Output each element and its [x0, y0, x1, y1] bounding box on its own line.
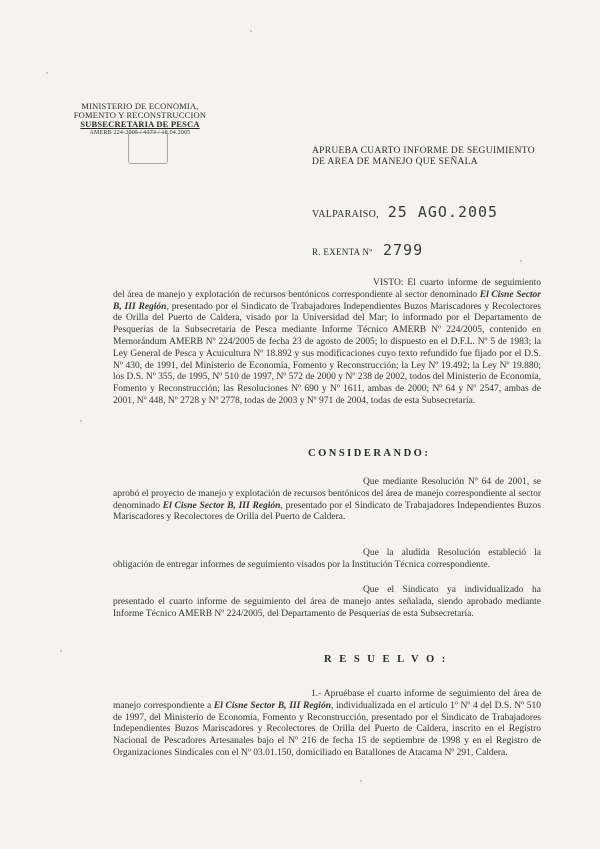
considerando-p2: Que la aludida Resolución estableció la obligación de entregar informes de seguimiento visados por la Institución Técnica correspondiente.: [113, 548, 541, 570]
resuelvo-p1-b: , individualizada en el artículo 1º Nº 4 del D.S. Nº 510 de 1997, del Ministerio de Economía, Fomento y Reconstrucción, presentado por el Sindicato de Trabajadores Independientes Buzos Mariscadores y Recolectores de Orilla del Puerto de Caldera, inscrito en el Registro Nacional de Pescadores Artesanales bajo el Nº 216 de fecha 15 de septiembre de 1998 y en el Registro de Organizaciones Sindicales con el Nº 03.01.150, domiciliado en Batallones de Atacama Nº 291, Caldera.: [113, 700, 541, 758]
subsecretaria-line: SUBSECRETARIA DE PESCA: [80, 119, 200, 129]
resuelvo-p1-sector: El Cisne Sector B, III Región: [213, 700, 331, 711]
scan-speck: [360, 780, 362, 782]
scan-speck: [520, 260, 522, 262]
considerando-paragraph-1: [113, 477, 541, 524]
considerando-p3: Que el Sindicato ya individualizado ha presentado el cuarto informe de seguimiento del área de manejo antes señalada, siendo aprobado mediante Informe Técnico AMERB Nº 224/2005, del Departamento de Pesquerías de esta Subsecretaría.: [113, 585, 541, 619]
resuelvo-p1-a: 1.- Apruébase el cuarto informe de seguimiento del área de manejo correspondiente a: [113, 689, 541, 711]
scan-speck: [250, 30, 252, 32]
ministry-line-2: FOMENTO Y RECONSTRUCCION: [73, 110, 207, 120]
subject-line-1: APRUEBA CUARTO INFORME DE SEGUIMIENTO: [312, 146, 535, 156]
considerando-p1-a: Que mediante Resolución Nº 64 de 2001, se aprobó el proyecto de manejo y explotación de recursos bentónicos del área de manejo correspondiente al sector denominado: [113, 477, 541, 511]
resuelvo-paragraph-1: [113, 689, 541, 760]
visto-text-a: El cuarto informe de seguimiento del área de manejo y explotación de recursos bentónicos correspondiente al sector denominado: [113, 278, 541, 300]
subject-block: [312, 146, 572, 168]
scan-speck: [80, 420, 82, 422]
received-stamp: [128, 132, 168, 164]
subject-line-2: DE AREA DE MANEJO QUE SEÑALA: [312, 157, 478, 167]
considerando-heading: CONSIDERANDO:: [308, 448, 431, 459]
ministry-line: MINISTERIO DE ECONOMIA,: [81, 101, 199, 111]
exenta-label: R. EXENTA Nº: [312, 247, 373, 257]
visto-text-b: , presentado por el Sindicato de Trabajadores Independientes Buzos Mariscadores y Recolectores de Orilla del Puerto de Caldera, visado por la Universidad del Mar; lo informado por el Departamento de Pesquerías de la Subsecretaría de Pesca mediante Informe Técnico AMERB Nº 224/2005, contenido en Memorándum AMERB Nº 224/2005 de fecha 23 de agosto de 2005; lo dispuesto en el D.F.L. Nº 5 de 1983; la Ley General de Pesca y Acuicultura Nº 18.892 y sus modificaciones cuyo texto refundido fue fijado por el D.S. Nº 430, de 1991, del Ministerio de Economía, Fomento y Reconstrucción; la Ley Nº 19.492; la Ley Nº 19.880; los D.S. Nº 355, de 1995, Nº 510 de 1997, Nº 572 de 2000 y Nº 238 de 2002, todos del Ministerio de Economía, Fomento y Reconstrucción; las Resoluciones Nº 690 y Nº 1611, ambas de 2000; Nº 64 y Nº 2547, ambas de 2001, Nº 448, Nº 2728 y Nº 2778, todas de 2003 y Nº 971 de 2004, todas de esta Subsecretaría.: [113, 301, 542, 406]
considerando-p1-sector: El Cisne Sector B, III Región: [162, 500, 281, 511]
resuelvo-heading: R E S U E L V O :: [324, 654, 448, 665]
reference-code: AMERB 224-2005 / 4373 / 18.04.2005: [89, 130, 191, 136]
date-stamp: 25 AGO.2005: [387, 203, 499, 221]
visto-label: VISTO:: [373, 278, 404, 288]
scan-speck: [60, 650, 62, 652]
visto-sector: El Cisne Sector B, III Región: [113, 289, 541, 312]
considerando-paragraph-2: [113, 548, 541, 572]
visto-paragraph: [113, 278, 541, 408]
date-line: [312, 203, 498, 221]
resolution-number: 2799: [382, 241, 424, 259]
resolution-number-line: [312, 241, 423, 259]
place-label: VALPARAISO,: [312, 209, 379, 220]
considerando-p1-b: , presentado por el Sindicato de Trabajadores Independientes Buzos Mariscadores y Recolectores de Orilla del Puerto de Caldera.: [113, 500, 542, 523]
considerando-paragraph-3: [113, 585, 541, 620]
scan-speck: [46, 72, 48, 74]
